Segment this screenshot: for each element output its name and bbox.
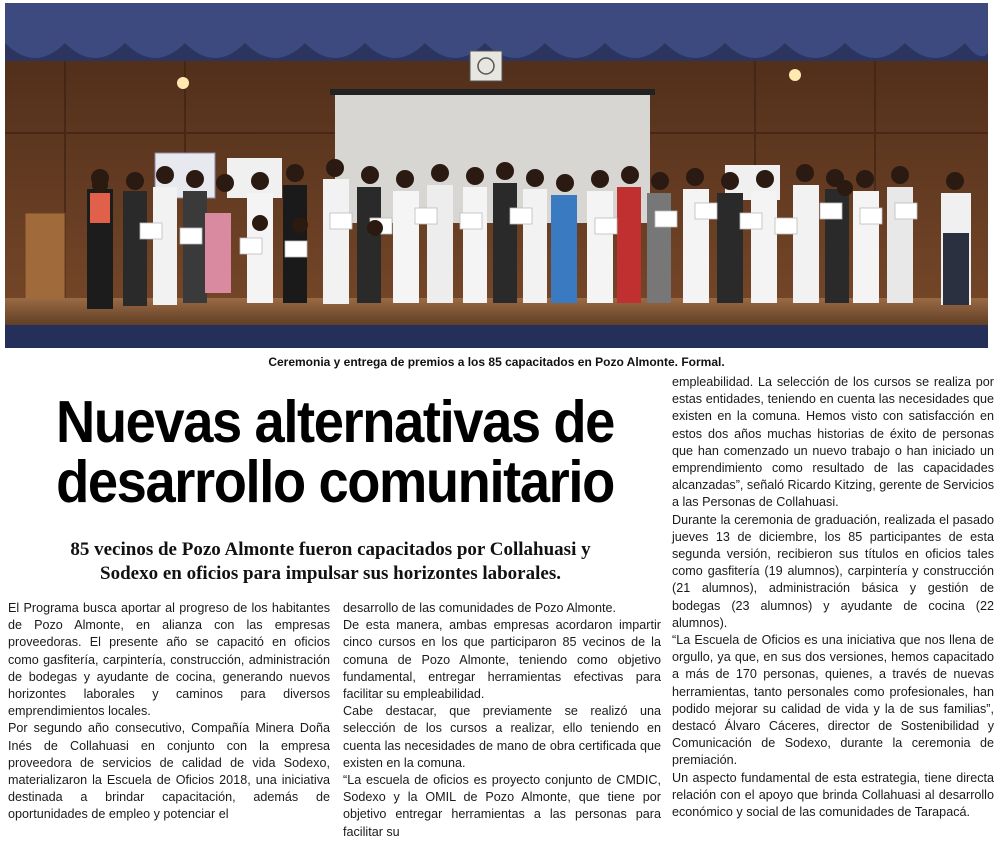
paragraph: “La escuela de oficios es proyecto conjunto de CMDIC, Sodexo y la OMIL de Pozo Almonte, que tiene por objetivo entregar herramientas a las personas para facilitar su (343, 773, 661, 839)
article-column-3 (672, 374, 994, 821)
subheadline-line-2: Sodexo en oficios para impulsar sus horizontes laborales. (100, 563, 561, 584)
headline-line-2: desarrollo comunitario (56, 449, 614, 515)
subheadline (18, 538, 643, 586)
paragraph: El Programa busca aportar al progreso de los habitantes de Pozo Almonte, en alianza con las empresas proveedoras. El presente año se capacitó en oficios como gasfitería, carpintería, construcción, administración de bodegas y ayudante de cocina, generando nuevos horizontes laborales y caminos para diversos emprendimientos locales. (8, 601, 330, 719)
photo-caption: Ceremonia y entrega de premios a los 85 capacitados en Pozo Almonte. Formal. (268, 355, 725, 369)
headline-line-1: Nuevas alternativas de (56, 389, 614, 455)
paragraph: “La Escuela de Oficios es una iniciativa que nos llena de orgullo, ya que, en sus dos versiones, hemos capacitado a más de 170 personas, quienes, a través de nuevas herramientas, tanto personales como profesionales, han podido mejorar su calidad de vida y la de sus familias”, destacó Álvaro Cáceres, director de Sostenibilidad y Comunicación de Sodexo, durante la ceremonia de premiación. (672, 633, 994, 768)
paragraph: desarrollo de las comunidades de Pozo Almonte. (343, 601, 617, 615)
paragraph: empleabilidad. La selección de los cursos se realiza por estas entidades, teniendo en cuenta las necesidades que existen en la comuna. Hemos visto con satisfacción en estos dos años muchas historias de éxito de personas que han comenzado un nuevo trabajo o han iniciado un emprendimiento como resultado de las capacidades alcanzadas”, señaló Ricardo Kitzing, gerente de Servicios a las Personas de Collahuasi. (672, 375, 995, 510)
article-column-1 (8, 600, 330, 824)
article-photo (5, 3, 988, 348)
paragraph: Durante la ceremonia de graduación, realizada el pasado jueves 13 de diciembre, los 85 participantes de esta segunda versión, recibieron sus títulos en oficios tales como gasfitería (19 alumnos), carpintería y construcción (21 alumnos), administración básica y gestión de bodegas (23 alumnos) y ayudante de cocina (22 alumnos). (672, 512, 994, 630)
paragraph: Por segundo año consecutivo, Compañía Minera Doña Inés de Collahuasi en conjunto con la empresa proveedora de servicios de calidad de vida Sodexo, materializaron la Escuela de Oficios 2018, una iniciativa destinada a brindar capacitación, además de oportunidades de empleo y potenciar el (8, 721, 330, 822)
article-column-2 (343, 600, 661, 841)
paragraph: Un aspecto fundamental de esta estrategia, tiene directa relación con el apoyo que brinda Collahuasi al desarrollo económico y social de las comunidades de Tarapacá. (672, 770, 994, 820)
paragraph: De esta manera, ambas empresas acordaron impartir cinco cursos en los que participaron 85 vecinos de la comuna de Pozo Almonte, teniendo como objetivo fundamental, entregar herramientas efectivas para facilitar su empleabilidad. (343, 618, 661, 702)
ceremony-photo-illustration (5, 3, 988, 348)
subheadline-line-1: 85 vecinos de Pozo Almonte fueron capacitados por Collahuasi y (70, 539, 591, 560)
paragraph: Cabe destacar, que previamente se realizó una selección de los cursos a realizar, ello teniendo en cuenta las necesidades de mano de obra certificada que existen en la comuna. (343, 704, 661, 770)
headline (36, 389, 634, 515)
